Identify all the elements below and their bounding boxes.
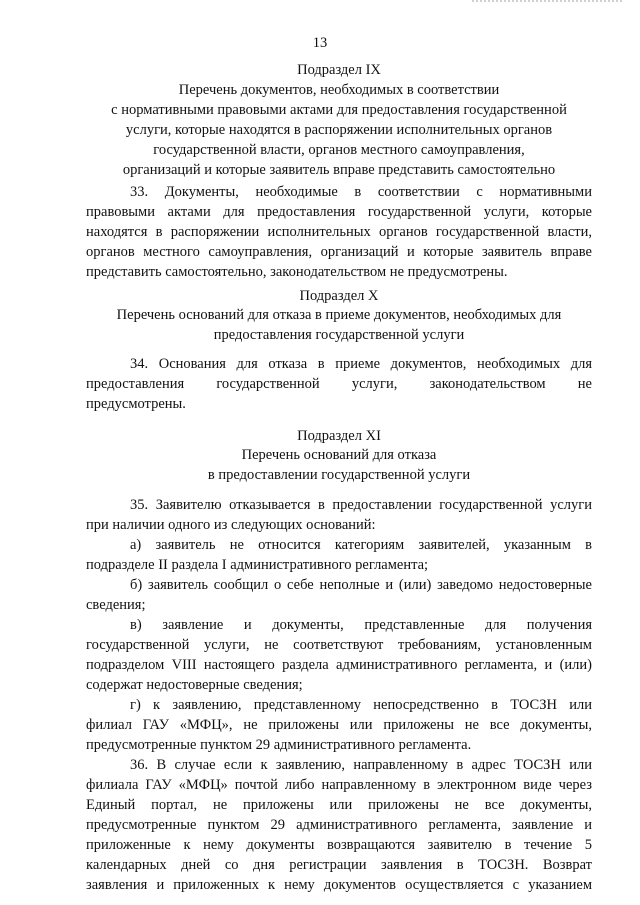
text-line: филиал ГАУ «МФЦ», не приложены или приложены не все документы, (86, 717, 592, 733)
section-title-ix (86, 80, 592, 180)
title-line: предоставления государственной услуги (213, 327, 465, 343)
text-line: подразделе II раздела I административного регламента; (86, 557, 429, 573)
title-line: Перечень документов, необходимых в соответствии (178, 82, 500, 98)
text-line: подразделом VIII настоящего раздела административного регламента, и (или) (86, 657, 592, 673)
page-number: 13 (312, 35, 328, 51)
text-line: 34. Основания для отказа в приеме документов, необходимых для (130, 356, 592, 372)
paragraph-33 (86, 182, 592, 282)
text-line: филиала ГАУ «МФЦ» почтой либо направленному в электронном виде через (86, 777, 592, 793)
text-line: календарных дней со дня регистрации заявления в ТОСЗН. Возврат (86, 857, 592, 873)
text-line: заявления и приложенных к нему документов осуществляется с указанием (86, 877, 592, 893)
text-line: приложенные к нему документы возвращаются заявителю в течение 5 (86, 837, 592, 853)
section-heading-x: Подраздел X (299, 288, 379, 304)
paragraph-35g (86, 695, 592, 755)
paragraph-35a (86, 535, 592, 575)
title-line: в предоставлении государственной услуги (207, 467, 471, 483)
text-line: 35. Заявителю отказывается в предоставлении государственной услуги (130, 497, 592, 513)
text-line: представить самостоятельно, законодательством не предусмотрены. (86, 264, 508, 280)
text-line: предусмотрены. (86, 396, 186, 412)
title-line: услуги, которые находятся в распоряжении исполнительных органов (125, 122, 553, 138)
text-line: Единый портал, не приложены или приложены не все документы, (86, 797, 592, 813)
text-line: б) заявитель сообщил о себе неполные и (или) заведомо недостоверные (130, 577, 592, 593)
title-line: Перечень оснований для отказа в приеме документов, необходимых для (116, 307, 562, 323)
title-line: с нормативными правовыми актами для предоставления государственной (111, 102, 567, 118)
paragraph-35v (86, 615, 592, 695)
text-line: содержат недостоверные сведения; (86, 677, 303, 693)
title-line: организаций и которые заявитель вправе представить самостоятельно (122, 162, 556, 178)
paragraph-34 (86, 354, 592, 414)
paragraph-35 (86, 495, 592, 535)
title-line: государственной власти, органов местного самоуправления, (153, 142, 525, 158)
text-line: при наличии одного из следующих оснований: (86, 517, 376, 533)
text-line: сведения; (86, 597, 146, 613)
text-line: предусмотренные пунктом 29 административного регламента. (86, 737, 472, 753)
paragraph-35b (86, 575, 592, 615)
text-line: предоставления государственной услуги, законодательством не (86, 376, 592, 392)
section-heading-ix: Подраздел IX (297, 62, 381, 78)
paragraph-36 (86, 755, 592, 895)
text-line: предусмотренные пунктом 29 административного регламента, заявление и (86, 817, 592, 833)
text-line: находятся в распоряжении исполнительных органов государственной власти, (86, 224, 592, 240)
text-line: г) к заявлению, представленному непосредственно в ТОСЗН или (130, 697, 592, 713)
section-title-x (86, 305, 592, 345)
text-line: органов местного самоуправления, организаций и которые заявитель вправе (86, 244, 592, 260)
scan-header-mark (472, 0, 622, 6)
section-heading-xi: Подраздел XI (297, 428, 381, 444)
text-line: государственной услуги, не соответствуют требованиям, установленным (86, 637, 592, 653)
text-line: а) заявитель не относится категориям заявителей, указанным в (130, 537, 592, 553)
title-line: Перечень оснований для отказа (241, 447, 437, 463)
text-line: правовыми актами для предоставления государственной услуги, которые (86, 204, 592, 220)
text-line: 36. В случае если к заявлению, направленному в адрес ТОСЗН или (130, 757, 592, 773)
section-title-xi (86, 445, 592, 485)
text-line: в) заявление и документы, представленные для получения (130, 617, 592, 633)
text-line: 33. Документы, необходимые в соответствии с нормативными (130, 184, 592, 200)
